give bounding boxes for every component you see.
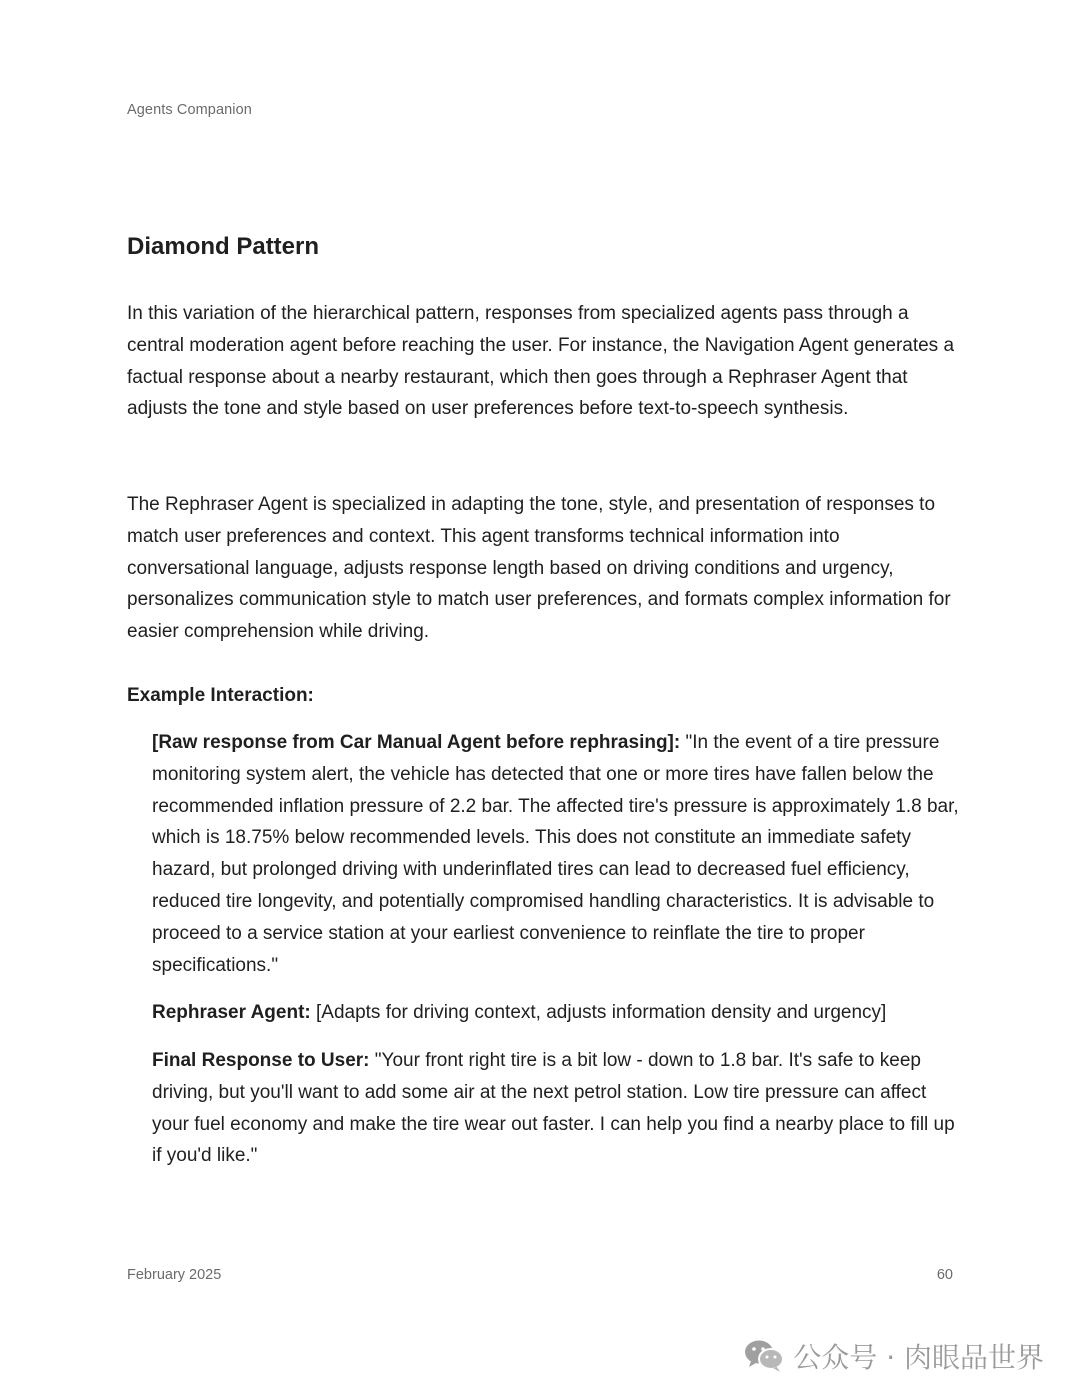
- running-header: Agents Companion: [127, 102, 252, 118]
- example-heading: Example Interaction:: [127, 685, 314, 706]
- example-final-response: [152, 1045, 962, 1172]
- paragraph-intro: In this variation of the hierarchical pattern, responses from specialized agents pass through a central moderation agent before reaching the user. For instance, the Navigation Agent generates a factual response about a nearby restaurant, which then goes through a Rephraser Agent that adjusts the tone and style based on user preferences before text-to-speech synthesis.: [127, 303, 955, 420]
- example-raw-response: [152, 727, 962, 981]
- paragraph-rephraser: The Rephraser Agent is specialized in adapting the tone, style, and presentation of responses to match user preferences and context. This agent transforms technical information into conversational language, adjusts response length based on driving conditions and urgency, personalizes communication style to match user preferences, and formats complex information for easier comprehension while driving.: [127, 494, 951, 643]
- watermark-text: 公众号 · 肉眼品世界: [793, 1341, 1044, 1374]
- example-label: Rephraser Agent:: [152, 1002, 311, 1023]
- watermark: [743, 1336, 1044, 1376]
- example-label: [Raw response from Car Manual Agent before rephrasing]:: [152, 732, 681, 753]
- example-text: [Adapts for driving context, adjusts information density and urgency]: [310, 1002, 887, 1023]
- footer-page-number: 60: [936, 1267, 953, 1283]
- example-text: "In the event of a tire pressure monitoring system alert, the vehicle has detected that one or more tires have fallen below the recommended inflation pressure of 2.2 bar. The affected tire's pressure is approximately 1.8 bar, which is 18.75% below recommended levels. This does not constitute an immediate safety hazard, but prolonged driving with underinflated tires can lead to decreased fuel efficiency, reduced tire longevity, and potentially compromised handling characteristics. It is advisable to proceed to a service station at your earliest convenience to reinflate the tire to proper specifications.": [152, 732, 959, 976]
- wechat-icon: [743, 1338, 785, 1374]
- example-label: Final Response to User:: [152, 1050, 370, 1071]
- footer-date: February 2025: [127, 1267, 222, 1283]
- example-rephraser-agent: [152, 997, 962, 1029]
- section-title: Diamond Pattern: [127, 233, 320, 260]
- example-text: "Your front right tire is a bit low - down to 1.8 bar. It's safe to keep driving, but you'll want to add some air at the next petrol station. Low tire pressure can affect your fuel economy and make the tire wear out faster. I can help you find a nearby place to fill up if you'd like.": [152, 1050, 955, 1167]
